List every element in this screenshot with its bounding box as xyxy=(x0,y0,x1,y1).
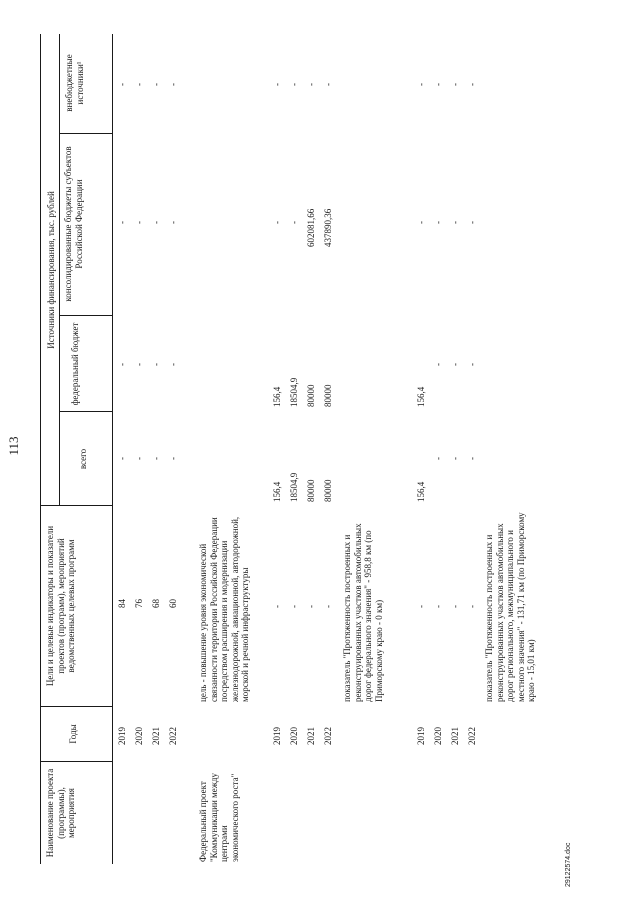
block3-regional: - xyxy=(416,221,426,224)
indicator-road-federal: показатель "Протяженность построенных и реконструированных участков автомобильных дорог федерального значения" - 958,8 км (по Приморскому краю - 0 км) xyxy=(342,523,384,702)
block3-goal-value: - xyxy=(450,605,460,608)
block1-goal-value: 84 xyxy=(117,599,127,608)
block2-extra: - xyxy=(306,83,316,86)
block2-extra: - xyxy=(272,83,282,86)
block3-year: 2021 xyxy=(450,727,460,745)
header-federal: федеральный бюджет xyxy=(70,322,80,406)
header-total: всего xyxy=(78,448,88,470)
block3-goal-value: - xyxy=(416,605,426,608)
block2-year: 2022 xyxy=(323,727,333,745)
block3-total: 156,4 xyxy=(416,481,426,502)
block2-federal: 18504,9 xyxy=(289,377,299,407)
block1-year: 2020 xyxy=(134,727,144,745)
rotated-page xyxy=(6,34,580,887)
page-number: 113 xyxy=(6,436,21,456)
block3-year: 2022 xyxy=(467,727,477,745)
block3-regional: - xyxy=(433,221,443,224)
col-rule-6 xyxy=(59,133,112,134)
project-goal: цель - повышение уровня экономической связанности территории Российской Федерации посредством расширения и модернизации железнодорожной, авиационной, автодорожной, морской и речной инфраструктуры xyxy=(198,516,251,702)
block2-year: 2019 xyxy=(272,727,282,745)
block2-regional: 602081,66 xyxy=(306,208,316,247)
block2-total: 156,4 xyxy=(272,481,282,502)
block2-goal-value: - xyxy=(272,605,282,608)
block3-total: - xyxy=(450,457,460,460)
block2-total: 80000 xyxy=(306,479,316,502)
block3-federal: - xyxy=(450,363,460,366)
block3-extra: - xyxy=(467,83,477,86)
block1-total: - xyxy=(168,457,178,460)
block1-total: - xyxy=(134,457,144,460)
col-rule-3 xyxy=(40,505,112,506)
block2-total: 18504,9 xyxy=(289,472,299,502)
block1-goal-value: 60 xyxy=(168,599,178,608)
block2-federal: 156,4 xyxy=(272,386,282,407)
col-rule-4 xyxy=(59,411,112,412)
block2-regional: - xyxy=(272,221,282,224)
block1-regional: - xyxy=(168,221,178,224)
block3-total: - xyxy=(467,457,477,460)
indicator-road-regional: показатель "Протяженность построенных и реконструированных участков автомобильных дорог регионального, межмуниципального и местного значения" - 131,71 км (по Приморскому краю - 15,01 км) xyxy=(484,512,537,702)
col-rule-5 xyxy=(59,315,112,316)
block3-regional: - xyxy=(467,221,477,224)
block1-total: - xyxy=(151,457,161,460)
block2-extra: - xyxy=(289,83,299,86)
block3-federal: 156,4 xyxy=(416,386,426,407)
header-extra: внебюджетные источники¹ xyxy=(64,54,85,112)
block2-year: 2020 xyxy=(289,727,299,745)
block1-federal: - xyxy=(134,363,144,366)
block3-extra: - xyxy=(450,83,460,86)
block1-year: 2021 xyxy=(151,727,161,745)
block1-federal: - xyxy=(151,363,161,366)
block1-extra: - xyxy=(151,83,161,86)
block2-goal-value: - xyxy=(289,605,299,608)
block2-regional: 437890,36 xyxy=(323,208,333,247)
block2-goal-value: - xyxy=(323,605,333,608)
block3-total: - xyxy=(433,457,443,460)
block1-total: - xyxy=(117,457,127,460)
col-rule-1 xyxy=(40,761,112,762)
block3-year: 2019 xyxy=(416,727,426,745)
block3-extra: - xyxy=(416,83,426,86)
block1-federal: - xyxy=(117,363,127,366)
block2-year: 2021 xyxy=(306,727,316,745)
project-name: Федеральный проект "Коммуникации между центрами экономического роста" xyxy=(198,773,240,862)
block1-extra: - xyxy=(168,83,178,86)
block2-extra: - xyxy=(323,83,333,86)
block3-regional: - xyxy=(450,221,460,224)
block3-federal: - xyxy=(467,363,477,366)
table-top-rule xyxy=(40,34,41,864)
block1-year: 2019 xyxy=(117,727,127,745)
block3-year: 2020 xyxy=(433,727,443,745)
block1-year: 2022 xyxy=(168,727,178,745)
block3-federal: - xyxy=(433,363,443,366)
block2-regional: - xyxy=(289,221,299,224)
header-goals: Цели и целевые индикаторы и показатели проектов (программ), мероприятий ведомственных целевых программ xyxy=(45,525,77,687)
block2-federal: 80000 xyxy=(306,384,316,407)
col-rule-2 xyxy=(40,706,112,707)
block1-regional: - xyxy=(134,221,144,224)
block3-extra: - xyxy=(433,83,443,86)
block3-goal-value: - xyxy=(467,605,477,608)
block2-total: 80000 xyxy=(323,479,333,502)
doc-filename: 29122574.doc xyxy=(565,842,572,887)
block2-goal-value: - xyxy=(306,605,316,608)
header-funding-group: Источники финансирования, тыс. рублей xyxy=(46,191,56,349)
block1-goal-value: 76 xyxy=(134,599,144,608)
header-regional: консолидированные бюджеты субъектов Российской Федерации xyxy=(63,146,84,302)
funding-group-rule xyxy=(59,34,60,506)
header-name: Наименование проекта (программы), мероприятия xyxy=(45,768,77,858)
block2-federal: 80000 xyxy=(323,384,333,407)
block1-extra: - xyxy=(117,83,127,86)
block1-regional: - xyxy=(117,221,127,224)
block1-goal-value: 68 xyxy=(151,599,161,608)
block1-regional: - xyxy=(151,221,161,224)
block1-extra: - xyxy=(134,83,144,86)
header-years: Годы xyxy=(68,724,78,744)
block3-goal-value: - xyxy=(433,605,443,608)
block1-federal: - xyxy=(168,363,178,366)
header-bottom-rule xyxy=(112,34,113,864)
